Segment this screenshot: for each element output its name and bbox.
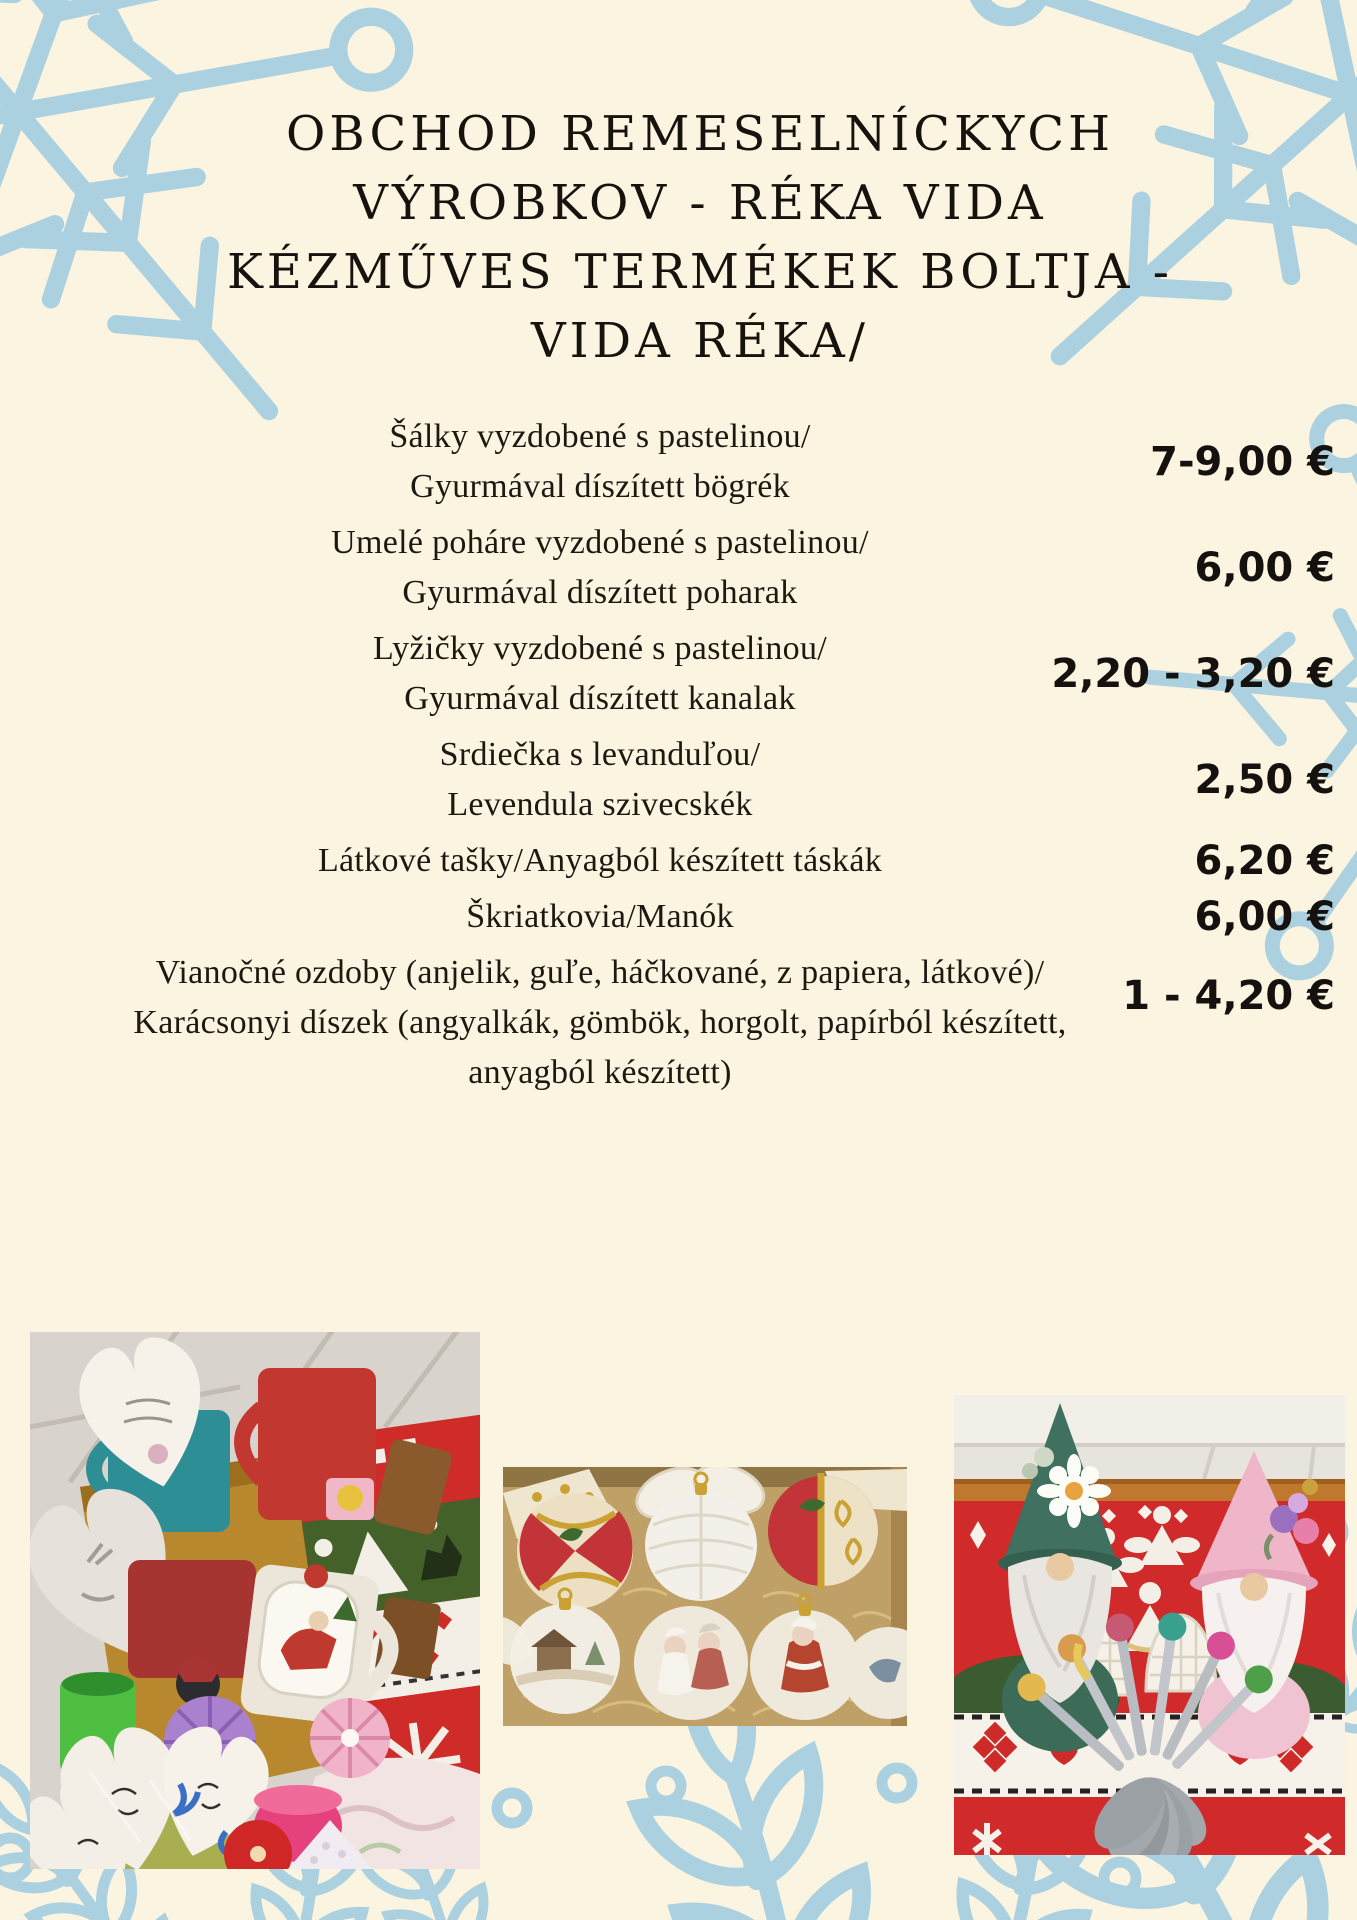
title-line: VÝROBKOV - RÉKA VIDA [353, 175, 1047, 231]
price-row [0, 730, 1357, 830]
title-line: OBCHOD REMESELNÍCKYCH [285, 106, 1115, 162]
photo-christmas-baubles [503, 1467, 907, 1726]
price-list [0, 412, 1357, 1104]
item-price: 1 - 4,20 € [1122, 973, 1335, 1019]
item-name-sk: Lyžičky vyzdobené s pastelinou/ [372, 630, 828, 667]
item-name-sk: Umelé poháre vyzdobené s pastelinou/ [331, 524, 869, 561]
price-row [0, 518, 1357, 618]
item-name [0, 836, 1200, 886]
item-name-hu: Gyurmával díszített kanalak [404, 680, 796, 717]
title-line: VIDA RÉKA/ [531, 313, 869, 369]
price-row [0, 412, 1357, 512]
item-name-hu: Gyurmával díszített bögrék [410, 468, 790, 505]
item-price: 2,50 € [1194, 757, 1335, 803]
title-line: KÉZMŰVES TERMÉKEK BOLTJA - [227, 244, 1173, 300]
item-name-sk: Šálky vyzdobené s pastelinou/ [389, 418, 811, 455]
item-name-hu: Karácsonyi díszek (angyalkák, gömbök, horgolt, papírból készített, [133, 1004, 1067, 1041]
item-name-sk-hu: Škriatkovia/Manók [466, 898, 734, 935]
item-name [0, 730, 1200, 830]
page-title [78, 100, 1322, 376]
item-name-sk: Vianočné ozdoby (anjelik, guľe, háčkované, z papiera, látkové)/ [155, 954, 1045, 991]
item-price: 6,00 € [1194, 894, 1335, 940]
item-name [0, 412, 1200, 512]
price-row [0, 948, 1357, 1098]
price-row [0, 624, 1357, 724]
item-name-hu: anyagból készített) [468, 1054, 732, 1091]
photo-gnomes-and-spoons [954, 1395, 1345, 1855]
price-row [0, 836, 1357, 886]
item-name [0, 948, 1200, 1098]
item-name-hu: Levendula szivecskék [447, 786, 753, 823]
item-price: 6,20 € [1194, 838, 1335, 884]
item-price: 6,00 € [1194, 545, 1335, 591]
item-name-hu: Gyurmával díszített poharak [402, 574, 798, 611]
item-name [0, 892, 1200, 942]
item-name-sk-hu: Látkové tašky/Anyagból készített táskák [317, 842, 883, 879]
price-row [0, 892, 1357, 942]
photo-decorated-mugs-and-crafts [30, 1332, 480, 1869]
item-name [0, 518, 1200, 618]
item-price: 7-9,00 € [1150, 439, 1335, 485]
item-price: 2,20 - 3,20 € [1051, 651, 1335, 697]
item-name [0, 624, 1200, 724]
item-name-sk: Srdiečka s levanduľou/ [439, 736, 761, 773]
